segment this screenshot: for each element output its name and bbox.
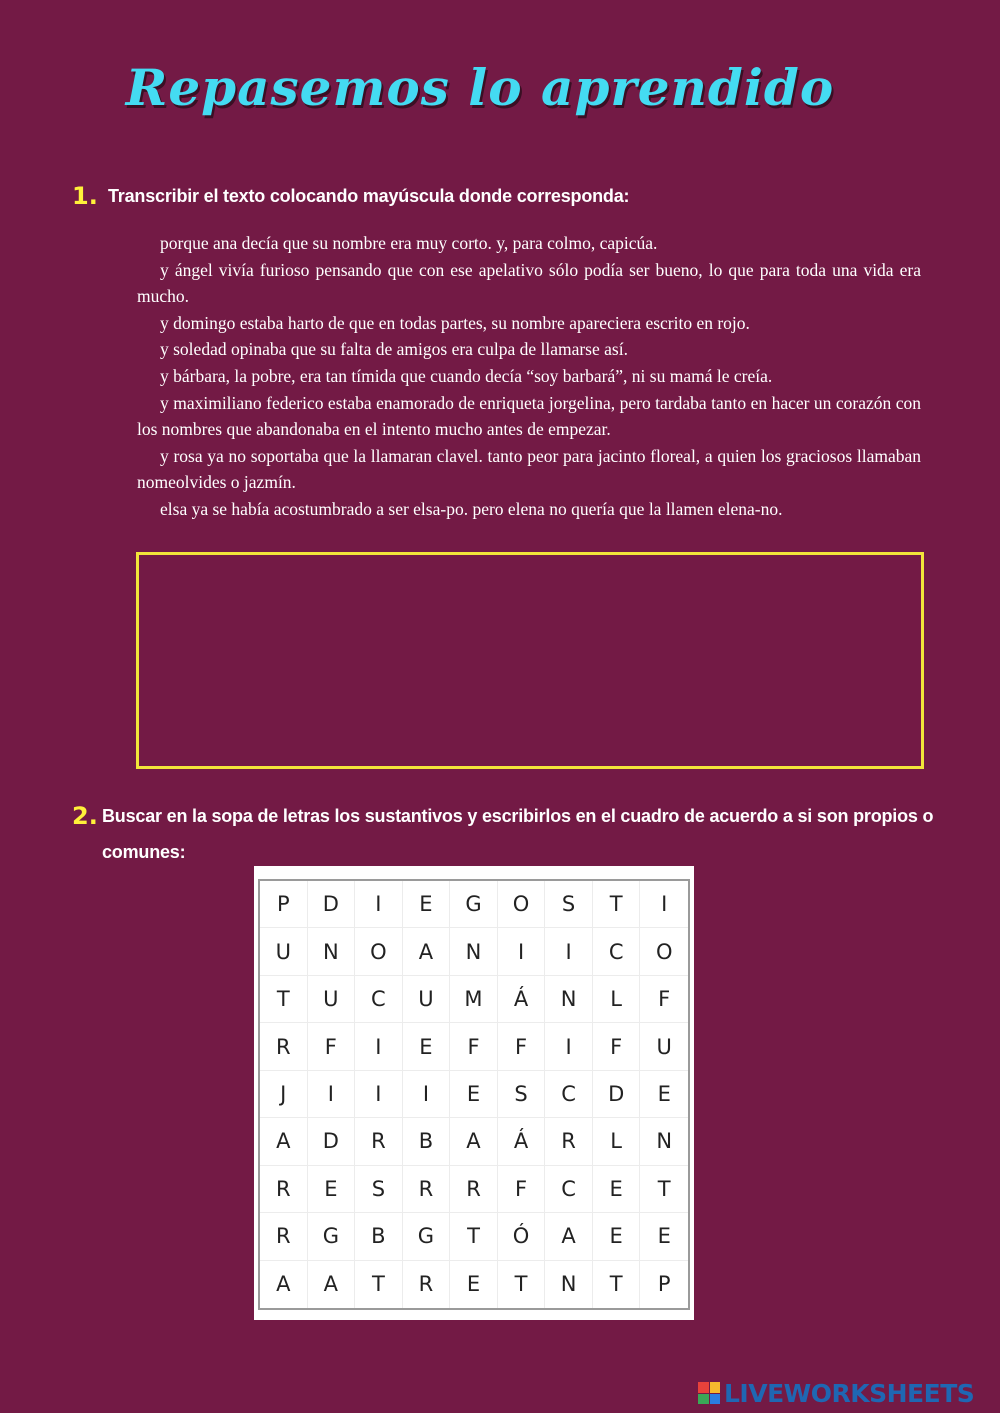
- word-search-cell[interactable]: S: [355, 1166, 403, 1213]
- word-search-cell[interactable]: J: [260, 1071, 308, 1118]
- word-search-cell[interactable]: O: [498, 881, 546, 928]
- word-search-cell[interactable]: N: [545, 976, 593, 1023]
- word-search-cell[interactable]: E: [308, 1166, 356, 1213]
- word-search-cell[interactable]: F: [640, 976, 688, 1023]
- word-search-cell[interactable]: A: [260, 1118, 308, 1165]
- word-search-cell[interactable]: T: [593, 1261, 641, 1308]
- word-search-cell[interactable]: E: [640, 1071, 688, 1118]
- word-search-cell[interactable]: T: [498, 1261, 546, 1308]
- logo-text: LIVEWORKSHEETS: [724, 1378, 975, 1408]
- word-search-cell[interactable]: C: [593, 928, 641, 975]
- liveworksheets-logo-icon: [698, 1382, 720, 1404]
- word-search-cell[interactable]: G: [308, 1213, 356, 1260]
- word-search-cell[interactable]: S: [498, 1071, 546, 1118]
- word-search-cell[interactable]: I: [545, 928, 593, 975]
- passage-paragraph: y ángel vivía furioso pensando que con ese apelativo sólo podía ser bueno, lo que para toda una vida era mucho.: [137, 259, 921, 307]
- liveworksheets-logo[interactable]: [698, 1380, 974, 1406]
- word-search-cell[interactable]: D: [308, 881, 356, 928]
- word-search-cell[interactable]: E: [450, 1071, 498, 1118]
- word-search-cell[interactable]: B: [403, 1118, 451, 1165]
- word-search-cell[interactable]: R: [355, 1118, 403, 1165]
- passage-paragraph: elsa ya se había acostumbrado a ser elsa-po. pero elena no quería que la llamen elena-no.: [160, 498, 783, 519]
- word-search-cell[interactable]: R: [545, 1118, 593, 1165]
- word-search-cell[interactable]: O: [640, 928, 688, 975]
- word-search-cell[interactable]: E: [593, 1166, 641, 1213]
- word-search-cell[interactable]: F: [498, 1023, 546, 1070]
- word-search-cell[interactable]: O: [355, 928, 403, 975]
- logo-square: [710, 1382, 721, 1393]
- word-search-cell[interactable]: E: [640, 1213, 688, 1260]
- word-search-cell[interactable]: R: [403, 1166, 451, 1213]
- word-search-cell[interactable]: I: [355, 1023, 403, 1070]
- word-search-grid[interactable]: [258, 879, 690, 1310]
- word-search-cell[interactable]: Ó: [498, 1213, 546, 1260]
- word-search-card: [254, 866, 694, 1320]
- word-search-cell[interactable]: N: [640, 1118, 688, 1165]
- word-search-cell[interactable]: M: [450, 976, 498, 1023]
- word-search-cell[interactable]: N: [450, 928, 498, 975]
- word-search-cell[interactable]: I: [640, 881, 688, 928]
- word-search-cell[interactable]: D: [593, 1071, 641, 1118]
- passage-paragraph: y maximiliano federico estaba enamorado de enriqueta jorgelina, pero tardaba tanto en hacer un corazón con los nombres que abandonaba en el intento mucho antes de empezar.: [137, 392, 921, 440]
- word-search-cell[interactable]: A: [260, 1261, 308, 1308]
- word-search-cell[interactable]: C: [545, 1166, 593, 1213]
- passage-text: [137, 230, 921, 523]
- word-search-cell[interactable]: N: [308, 928, 356, 975]
- question-1-prompt: Transcribir el texto colocando mayúscula donde corresponda:: [108, 186, 630, 206]
- word-search-cell[interactable]: I: [545, 1023, 593, 1070]
- logo-square: [710, 1394, 721, 1405]
- passage-paragraph: y domingo estaba harto de que en todas partes, su nombre apareciera escrito en rojo.: [160, 312, 750, 333]
- word-search-cell[interactable]: F: [593, 1023, 641, 1070]
- word-search-cell[interactable]: F: [498, 1166, 546, 1213]
- word-search-cell[interactable]: P: [657, 1272, 671, 1297]
- word-search-cell[interactable]: L: [593, 1118, 641, 1165]
- word-search-cell[interactable]: I: [355, 1071, 403, 1118]
- word-search-cell[interactable]: S: [545, 881, 593, 928]
- question-1-number: 1.: [72, 182, 98, 210]
- word-search-cell[interactable]: E: [450, 1261, 498, 1308]
- word-search-cell[interactable]: R: [260, 1213, 308, 1260]
- logo-square: [698, 1382, 709, 1393]
- word-search-cell[interactable]: T: [355, 1261, 403, 1308]
- word-search-cell[interactable]: E: [403, 1023, 451, 1070]
- word-search-cell[interactable]: I: [355, 881, 403, 928]
- word-search-cell[interactable]: P: [260, 881, 308, 928]
- question-2-number: 2.: [72, 802, 98, 830]
- word-search-cell[interactable]: C: [355, 976, 403, 1023]
- word-search-cell[interactable]: T: [593, 881, 641, 928]
- passage-paragraph: y bárbara, la pobre, era tan tímida que cuando decía “soy barbará”, ni su mamá le creía.: [160, 365, 773, 386]
- word-search-cell[interactable]: U: [403, 976, 451, 1023]
- word-search-cell[interactable]: T: [640, 1166, 688, 1213]
- page-title: Repasemos lo aprendido: [125, 58, 835, 117]
- word-search-cell[interactable]: Á: [498, 976, 546, 1023]
- passage-paragraph: y soledad opinaba que su falta de amigos era culpa de llamarse así.: [160, 339, 628, 360]
- word-search-cell[interactable]: R: [260, 1023, 308, 1070]
- word-search-cell[interactable]: U: [260, 928, 308, 975]
- word-search-cell[interactable]: R: [403, 1261, 451, 1308]
- word-search-cell[interactable]: C: [545, 1071, 593, 1118]
- word-search-cell[interactable]: Á: [498, 1118, 546, 1165]
- word-search-cell[interactable]: T: [260, 976, 308, 1023]
- word-search-cell[interactable]: A: [403, 928, 451, 975]
- word-search-cell[interactable]: G: [450, 881, 498, 928]
- word-search-cell[interactable]: L: [593, 976, 641, 1023]
- word-search-cell[interactable]: T: [450, 1213, 498, 1260]
- word-search-cell[interactable]: N: [545, 1261, 593, 1308]
- word-search-cell[interactable]: F: [308, 1023, 356, 1070]
- word-search-cell[interactable]: I: [403, 1071, 451, 1118]
- word-search-cell[interactable]: U: [308, 976, 356, 1023]
- word-search-cell[interactable]: A: [450, 1118, 498, 1165]
- word-search-cell[interactable]: D: [308, 1118, 356, 1165]
- word-search-cell[interactable]: E: [593, 1213, 641, 1260]
- passage-paragraph: porque ana decía que su nombre era muy corto. y, para colmo, capicúa.: [160, 233, 658, 253]
- word-search-cell[interactable]: F: [450, 1023, 498, 1070]
- transcription-answer-box[interactable]: [136, 552, 924, 769]
- word-search-cell[interactable]: G: [403, 1213, 451, 1260]
- question-2-prompt: Buscar en la sopa de letras los sustantivos y escribirlos en el cuadro de acuerdo a si son propios o: [102, 806, 934, 826]
- word-search-cell[interactable]: A: [545, 1213, 593, 1260]
- question-2-prompt-continued: comunes:: [102, 842, 186, 862]
- word-search-cell[interactable]: A: [308, 1261, 356, 1308]
- word-search-cell[interactable]: R: [260, 1166, 308, 1213]
- word-search-cell[interactable]: I: [308, 1071, 356, 1118]
- word-search-cell[interactable]: I: [498, 928, 546, 975]
- word-search-cell[interactable]: E: [403, 881, 451, 928]
- passage-paragraph: y rosa ya no soportaba que la llamaran clavel. tanto peor para jacinto floreal, a quien los graciosos llamaban nomeolvides o jazmín.: [137, 445, 921, 493]
- logo-square: [698, 1394, 709, 1405]
- word-search-cell[interactable]: U: [640, 1023, 688, 1070]
- word-search-cell[interactable]: B: [355, 1213, 403, 1260]
- word-search-cell[interactable]: R: [450, 1166, 498, 1213]
